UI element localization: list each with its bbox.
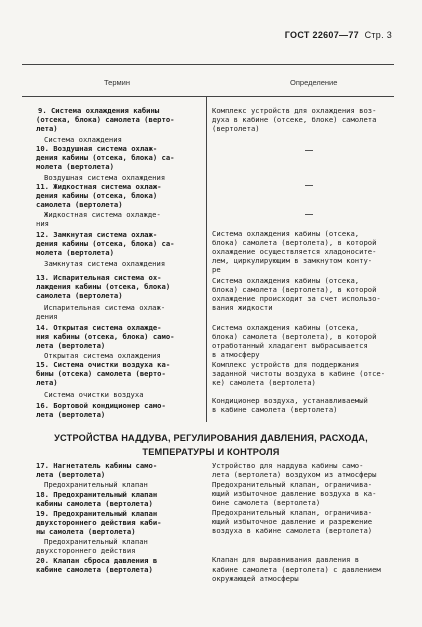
- term-line: ны самолета (вертолета): [36, 527, 136, 536]
- term-line: 18. Предохранительный клапан: [36, 490, 158, 499]
- definition-line: Предохранительный клапан, ограничива-: [212, 480, 373, 489]
- definition-line: в атмосферу: [212, 350, 260, 359]
- term-line: самолета (вертолета): [36, 291, 123, 300]
- column-header-terms: Термин: [104, 78, 130, 87]
- definition-line: в кабине самолета (вертолета): [212, 405, 338, 414]
- text-line: Предохранительный клапан: [44, 480, 148, 489]
- definition-line: лем, циркулирующим в замкнутом конту-: [212, 256, 373, 265]
- term-line: ния кабины (отсека, блока) само-: [36, 332, 175, 341]
- term-line: лета): [36, 124, 58, 133]
- definition-line: лета (вертолета) воздухом из атмосферы: [212, 470, 377, 479]
- definition-line: бине самолета (вертолета): [212, 498, 321, 507]
- definition-line: Система охлаждения кабины (отсека,: [212, 229, 360, 238]
- definition-line: отработанный хладагент выбрасывается: [212, 341, 368, 350]
- term-line: лаждения кабины (отсека, блока): [36, 282, 171, 291]
- term-line: лета (вертолета): [36, 341, 106, 350]
- dash-placeholder: [305, 185, 313, 186]
- definition-line: блока) самолета (вертолета), в которой: [212, 332, 377, 341]
- term-line: лета (вертолета): [36, 470, 106, 479]
- text-line: Предохранительный клапан: [44, 537, 148, 546]
- term-line: 13. Испарительная система ох-: [36, 273, 162, 282]
- term-line: 9. Система охлаждения кабины: [38, 106, 160, 115]
- definition-line: (вертолета): [212, 124, 260, 133]
- text-line: Жидкостная система охлажде-: [44, 210, 161, 219]
- definition-line: ре: [212, 265, 221, 274]
- term-line: 19. Предохранительный клапан: [36, 509, 158, 518]
- term-line: (отсека, блока) самолета (верто-: [36, 115, 175, 124]
- definition-line: ке) самолета (вертолета): [212, 378, 316, 387]
- text-line: Воздушная система охлаждения: [44, 173, 166, 182]
- text-line: Замкнутая система охлаждения: [44, 259, 166, 268]
- term-line: лета): [36, 378, 58, 387]
- definition-line: вания жидкости: [212, 303, 273, 312]
- definition-line: охлаждение происходит за счет использо-: [212, 294, 381, 303]
- dash-placeholder: [305, 214, 313, 215]
- term-line: бины (отсека) самолета (верто-: [36, 369, 166, 378]
- definition-line: духа в кабине (отсеке, блоке) самолета: [212, 115, 377, 124]
- term-line: дения кабины (отсека, блока): [36, 191, 158, 200]
- definition-line: ющий избыточное давление воздуха в ка-: [212, 489, 377, 498]
- definition-line: ющий избыточное давление и разрежение: [212, 517, 373, 526]
- definition-line: Клапан для выравнивания давления в: [212, 555, 360, 564]
- text-line: Система очистки воздуха: [44, 390, 144, 399]
- definition-line: блока) самолета (вертолета), в которой: [212, 285, 377, 294]
- term-line: 11. Жидкостная система охлаж-: [36, 182, 162, 191]
- term-line: молета (вертолета): [36, 162, 114, 171]
- definition-line: Система охлаждения кабины (отсека,: [212, 276, 360, 285]
- term-line: двухстороннего действия каби-: [36, 518, 162, 527]
- section-heading-line-2: ТЕМПЕРАТУРЫ И КОНТРОЛЯ: [142, 447, 280, 457]
- text-line: Открытая система охлаждения: [44, 351, 161, 360]
- standard-number: ГОСТ 22607—77: [284, 30, 359, 40]
- definition-line: Комплекс устройств для охлаждения воз-: [212, 106, 377, 115]
- definition-line: кабине самолета (вертолета) с давлением: [212, 565, 381, 574]
- page-header: [285, 30, 392, 40]
- term-line: 17. Нагнетатель кабины само-: [36, 461, 158, 470]
- column-header-definitions: Определение: [290, 78, 338, 87]
- definition-line: блока) самолета (вертолета), в которой: [212, 238, 377, 247]
- term-line: молета (вертолета): [36, 248, 114, 257]
- term-line: 10. Воздушная система охлаж-: [36, 144, 158, 153]
- definition-line: охлаждение осуществляется хладоносите-: [212, 247, 377, 256]
- term-line: дения кабины (отсека, блока) са-: [36, 153, 175, 162]
- page-number: Стр. 3: [364, 30, 392, 40]
- table-header-rule: [22, 96, 394, 97]
- definition-line: Кондиционер воздуха, устанавливаемый: [212, 396, 368, 405]
- text-line: двухстороннего действия: [36, 546, 136, 555]
- term-line: 20. Клапан сброса давления в: [36, 556, 158, 565]
- term-line: 12. Замкнутая система охлаж-: [36, 230, 158, 239]
- definition-line: воздуха в кабине самолета (вертолета): [212, 526, 373, 535]
- dash-placeholder: [305, 150, 313, 151]
- text-line: Испарительная система охлаж-: [44, 303, 166, 312]
- term-line: 16. Бортовой кондиционер само-: [36, 401, 166, 410]
- definition-line: заданной чистоты воздуха в кабине (отсе-: [212, 369, 386, 378]
- definition-line: окружающей атмосферы: [212, 574, 299, 583]
- definition-line: Комплекс устройств для поддержания: [212, 360, 360, 369]
- text-line: Система охлаждения: [44, 135, 122, 144]
- text-line: дения: [36, 312, 58, 321]
- term-line: кабине самолета (вертолета): [36, 565, 153, 574]
- term-line: 14. Открытая система охлажде-: [36, 323, 162, 332]
- text-line: ния: [36, 219, 49, 228]
- definition-line: Система охлаждения кабины (отсека,: [212, 323, 360, 332]
- column-divider: [206, 97, 207, 422]
- term-line: самолета (вертолета): [36, 200, 123, 209]
- table-top-rule: [22, 64, 394, 65]
- section-heading-line-1: УСТРОЙСТВА НАДДУВА, РЕГУЛИРОВАНИЯ ДАВЛЕНИЯ, РАСХОДА,: [54, 433, 368, 443]
- definition-line: Устройство для наддува кабины само-: [212, 461, 364, 470]
- term-line: кабины самолета (вертолета): [36, 499, 153, 508]
- definition-line: Предохранительный клапан, ограничива-: [212, 508, 373, 517]
- term-line: лета (вертолета): [36, 410, 106, 419]
- term-line: 15. Система очистки воздуха ка-: [36, 360, 171, 369]
- term-line: дения кабины (отсека, блока) са-: [36, 239, 175, 248]
